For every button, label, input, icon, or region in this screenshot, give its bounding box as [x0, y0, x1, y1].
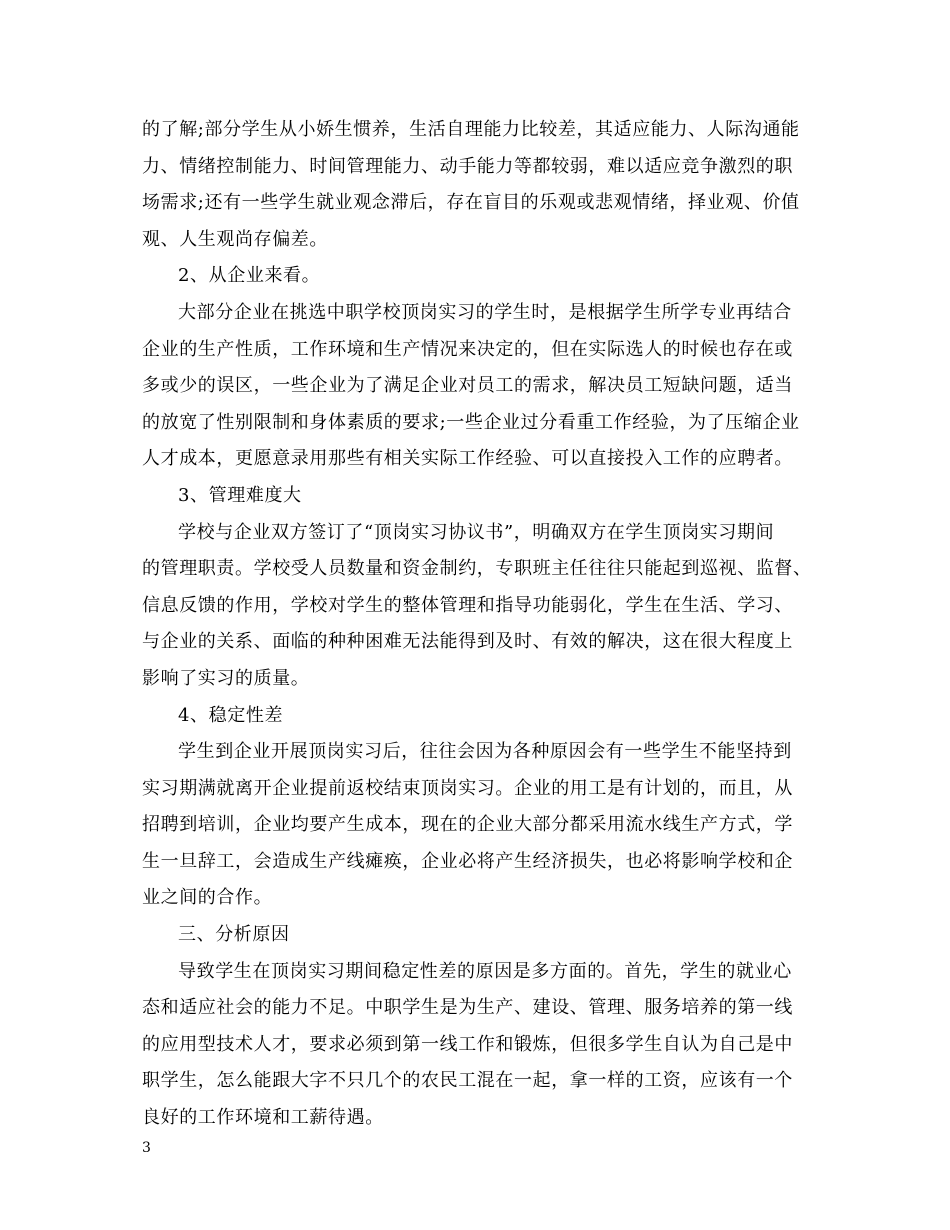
text-line: 多或少的误区，一些企业为了满足企业对员工的需求，解决员工短缺问题，适当	[142, 375, 793, 397]
page-number: 3	[142, 1140, 151, 1156]
text-line: 生一旦辞工，会造成生产线瘫痪，企业必将产生经济损失，也必将影响学校和企	[142, 850, 793, 872]
text-line: 3、管理难度大	[178, 484, 302, 506]
text-line: 学校与企业双方签订了“顶岗实习协议书”，明确双方在学生顶岗实习期间	[178, 521, 775, 543]
text-line: 力、情绪控制能力、时间管理能力、动手能力等都较弱，难以适应竞争激烈的职	[142, 155, 793, 177]
text-line: 的放宽了性别限制和身体素质的要求;一些企业过分看重工作经验，为了压缩企业	[142, 411, 800, 433]
text-line: 信息反馈的作用，学校对学生的整体管理和指导功能弱化，学生在生活、学习、	[142, 594, 793, 616]
text-line: 2、从企业来看。	[178, 265, 321, 287]
text-line: 招聘到培训，企业均要产生成本，现在的企业大部分都采用流水线生产方式，学	[142, 814, 793, 836]
text-line: 企业的生产性质，工作环境和生产情况来决定的，但在实际选人的时候也存在或	[142, 338, 793, 360]
text-line: 场需求;还有一些学生就业观念滞后，存在盲目的乐观或悲观情绪，择业观、价值	[142, 192, 800, 214]
text-line: 业之间的合作。	[142, 887, 273, 909]
text-line: 大部分企业在挑选中职学校顶岗实习的学生时，是根据学生所学专业再结合	[178, 301, 792, 323]
text-line: 导致学生在顶岗实习期间稳定性差的原因是多方面的。首先，学生的就业心	[178, 960, 792, 982]
text-line: 观、人生观尚存偏差。	[142, 228, 328, 250]
text-line: 人才成本，更愿意录用那些有相关实际工作经验、可以直接投入工作的应聘者。	[142, 448, 793, 470]
text-line: 三、分析原因	[178, 924, 290, 946]
text-line: 4、稳定性差	[178, 704, 284, 726]
text-line: 的应用型技术人才，要求必须到第一线工作和锻炼，但很多学生自认为自己是中	[142, 1033, 793, 1055]
text-line: 职学生，怎么能跟大字不只几个的农民工混在一起，拿一样的工资，应该有一个	[142, 1070, 793, 1092]
text-line: 的了解;部分学生从小娇生惯养，生活自理能力比较差，其适应能力、人际沟通能	[142, 119, 800, 140]
text-line: 影响了实习的质量。	[142, 667, 310, 689]
text-line: 的管理职责。学校受人员数量和资金制约，专职班主任往往只能起到巡视、监督、	[142, 558, 812, 580]
text-line: 态和适应社会的能力不足。中职学生是为生产、建设、管理、服务培养的第一线	[142, 997, 793, 1019]
text-line: 实习期满就离开企业提前返校结束顶岗实习。企业的用工是有计划的，而且，从	[142, 777, 793, 799]
text-line: 学生到企业开展顶岗实习后，往往会因为各种原因会有一些学生不能坚持到	[178, 741, 792, 763]
text-line: 良好的工作环境和工薪待遇。	[142, 1107, 384, 1129]
document-body	[142, 112, 812, 1137]
text-line: 与企业的关系、面临的种种困难无法能得到及时、有效的解决，这在很大程度上	[142, 631, 793, 653]
